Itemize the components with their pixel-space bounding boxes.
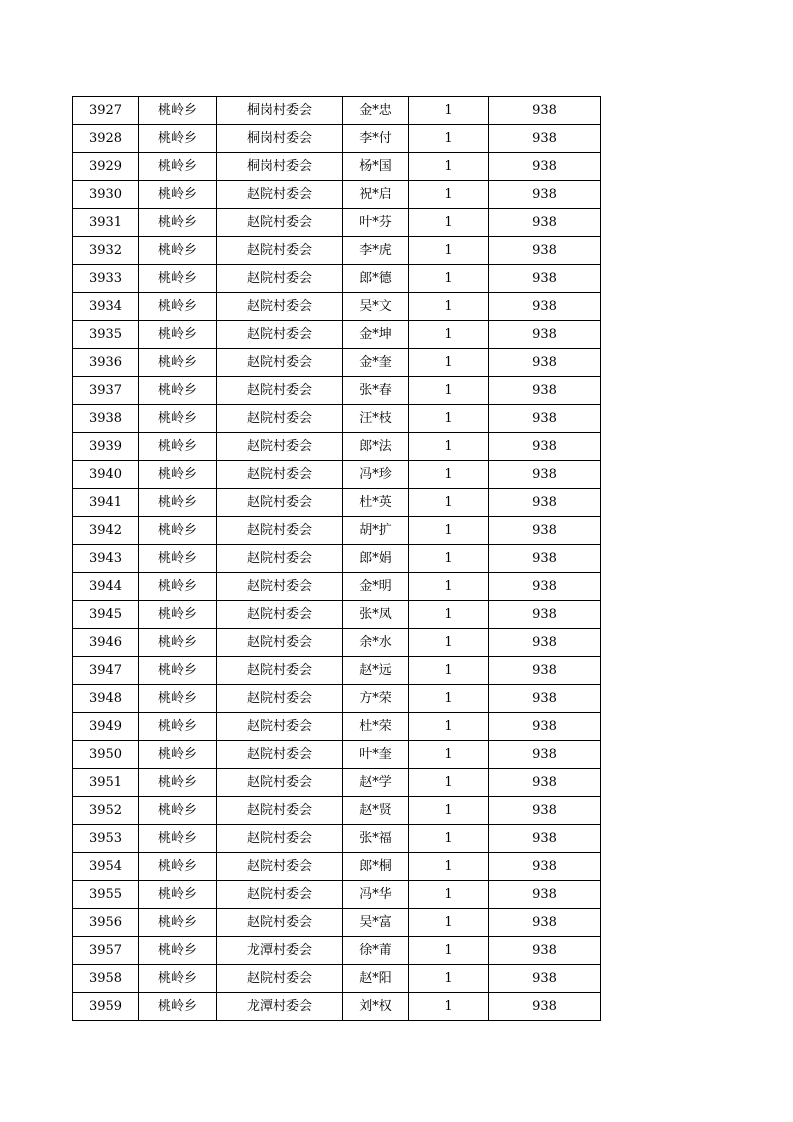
amount-cell: 938 [489,993,601,1021]
township-cell: 桃岭乡 [139,545,217,573]
village-committee-cell: 赵院村委会 [217,433,343,461]
table-row [73,965,601,993]
village-committee-cell: 桐岗村委会 [217,125,343,153]
serial-number-cell: 3935 [73,321,139,349]
count-cell: 1 [409,881,489,909]
village-committee-cell: 赵院村委会 [217,573,343,601]
count-cell: 1 [409,909,489,937]
table-row [73,265,601,293]
amount-cell: 938 [489,545,601,573]
serial-number-cell: 3953 [73,825,139,853]
table-row [73,405,601,433]
count-cell: 1 [409,601,489,629]
table-row [73,685,601,713]
name-cell: 冯*华 [343,881,409,909]
township-cell: 桃岭乡 [139,433,217,461]
village-committee-cell: 赵院村委会 [217,629,343,657]
name-cell: 刘*权 [343,993,409,1021]
township-cell: 桃岭乡 [139,153,217,181]
serial-number-cell: 3933 [73,265,139,293]
table-row [73,153,601,181]
township-cell: 桃岭乡 [139,685,217,713]
table-row [73,573,601,601]
amount-cell: 938 [489,517,601,545]
table-row [73,433,601,461]
township-cell: 桃岭乡 [139,349,217,377]
count-cell: 1 [409,237,489,265]
records-table [72,96,601,1021]
table-row [73,125,601,153]
table-row [73,209,601,237]
records-table-body [73,97,601,1021]
township-cell: 桃岭乡 [139,881,217,909]
name-cell: 叶*芬 [343,209,409,237]
count-cell: 1 [409,517,489,545]
township-cell: 桃岭乡 [139,377,217,405]
name-cell: 方*荣 [343,685,409,713]
serial-number-cell: 3949 [73,713,139,741]
township-cell: 桃岭乡 [139,825,217,853]
count-cell: 1 [409,265,489,293]
count-cell: 1 [409,377,489,405]
serial-number-cell: 3942 [73,517,139,545]
count-cell: 1 [409,153,489,181]
table-row [73,797,601,825]
name-cell: 冯*珍 [343,461,409,489]
village-committee-cell: 赵院村委会 [217,181,343,209]
name-cell: 郎*桐 [343,853,409,881]
table-row [73,853,601,881]
count-cell: 1 [409,713,489,741]
township-cell: 桃岭乡 [139,97,217,125]
serial-number-cell: 3959 [73,993,139,1021]
table-row [73,825,601,853]
village-committee-cell: 赵院村委会 [217,405,343,433]
township-cell: 桃岭乡 [139,181,217,209]
amount-cell: 938 [489,797,601,825]
table-row [73,545,601,573]
table-row [73,377,601,405]
count-cell: 1 [409,461,489,489]
name-cell: 金*奎 [343,349,409,377]
name-cell: 吴*富 [343,909,409,937]
village-committee-cell: 赵院村委会 [217,909,343,937]
village-committee-cell: 桐岗村委会 [217,153,343,181]
amount-cell: 938 [489,881,601,909]
village-committee-cell: 赵院村委会 [217,349,343,377]
table-row [73,993,601,1021]
amount-cell: 938 [489,433,601,461]
table-row [73,321,601,349]
count-cell: 1 [409,545,489,573]
serial-number-cell: 3956 [73,909,139,937]
village-committee-cell: 赵院村委会 [217,601,343,629]
count-cell: 1 [409,797,489,825]
serial-number-cell: 3934 [73,293,139,321]
village-committee-cell: 赵院村委会 [217,881,343,909]
village-committee-cell: 赵院村委会 [217,321,343,349]
amount-cell: 938 [489,937,601,965]
count-cell: 1 [409,685,489,713]
village-committee-cell: 赵院村委会 [217,657,343,685]
township-cell: 桃岭乡 [139,405,217,433]
name-cell: 胡*扩 [343,517,409,545]
name-cell: 郎*法 [343,433,409,461]
count-cell: 1 [409,769,489,797]
serial-number-cell: 3943 [73,545,139,573]
village-committee-cell: 赵院村委会 [217,237,343,265]
table-row [73,629,601,657]
serial-number-cell: 3946 [73,629,139,657]
count-cell: 1 [409,657,489,685]
amount-cell: 938 [489,461,601,489]
serial-number-cell: 3945 [73,601,139,629]
count-cell: 1 [409,321,489,349]
table-row [73,741,601,769]
township-cell: 桃岭乡 [139,237,217,265]
serial-number-cell: 3938 [73,405,139,433]
table-row [73,181,601,209]
township-cell: 桃岭乡 [139,909,217,937]
table-row [73,713,601,741]
count-cell: 1 [409,825,489,853]
village-committee-cell: 赵院村委会 [217,545,343,573]
village-committee-cell: 赵院村委会 [217,965,343,993]
township-cell: 桃岭乡 [139,461,217,489]
name-cell: 徐*莆 [343,937,409,965]
serial-number-cell: 3947 [73,657,139,685]
township-cell: 桃岭乡 [139,993,217,1021]
name-cell: 金*明 [343,573,409,601]
count-cell: 1 [409,209,489,237]
name-cell: 吴*文 [343,293,409,321]
amount-cell: 938 [489,321,601,349]
name-cell: 郎*德 [343,265,409,293]
amount-cell: 938 [489,153,601,181]
serial-number-cell: 3957 [73,937,139,965]
village-committee-cell: 赵院村委会 [217,377,343,405]
table-row [73,237,601,265]
village-committee-cell: 桐岗村委会 [217,97,343,125]
amount-cell: 938 [489,825,601,853]
table-row [73,657,601,685]
count-cell: 1 [409,405,489,433]
amount-cell: 938 [489,405,601,433]
serial-number-cell: 3950 [73,741,139,769]
table-row [73,293,601,321]
name-cell: 赵*阳 [343,965,409,993]
township-cell: 桃岭乡 [139,265,217,293]
township-cell: 桃岭乡 [139,797,217,825]
serial-number-cell: 3951 [73,769,139,797]
township-cell: 桃岭乡 [139,965,217,993]
village-committee-cell: 赵院村委会 [217,713,343,741]
serial-number-cell: 3936 [73,349,139,377]
count-cell: 1 [409,125,489,153]
serial-number-cell: 3941 [73,489,139,517]
serial-number-cell: 3927 [73,97,139,125]
table-row [73,517,601,545]
amount-cell: 938 [489,181,601,209]
serial-number-cell: 3932 [73,237,139,265]
table-row [73,349,601,377]
table-row [73,881,601,909]
name-cell: 杜*荣 [343,713,409,741]
serial-number-cell: 3954 [73,853,139,881]
name-cell: 张*春 [343,377,409,405]
name-cell: 张*凤 [343,601,409,629]
township-cell: 桃岭乡 [139,293,217,321]
serial-number-cell: 3948 [73,685,139,713]
serial-number-cell: 3958 [73,965,139,993]
amount-cell: 938 [489,237,601,265]
village-committee-cell: 赵院村委会 [217,685,343,713]
name-cell: 杨*国 [343,153,409,181]
count-cell: 1 [409,965,489,993]
village-committee-cell: 赵院村委会 [217,825,343,853]
township-cell: 桃岭乡 [139,629,217,657]
amount-cell: 938 [489,265,601,293]
village-committee-cell: 赵院村委会 [217,293,343,321]
count-cell: 1 [409,937,489,965]
township-cell: 桃岭乡 [139,713,217,741]
count-cell: 1 [409,993,489,1021]
count-cell: 1 [409,741,489,769]
amount-cell: 938 [489,853,601,881]
village-committee-cell: 赵院村委会 [217,265,343,293]
village-committee-cell: 赵院村委会 [217,769,343,797]
count-cell: 1 [409,97,489,125]
name-cell: 赵*学 [343,769,409,797]
name-cell: 祝*启 [343,181,409,209]
amount-cell: 938 [489,741,601,769]
serial-number-cell: 3928 [73,125,139,153]
village-committee-cell: 赵院村委会 [217,741,343,769]
serial-number-cell: 3940 [73,461,139,489]
township-cell: 桃岭乡 [139,209,217,237]
serial-number-cell: 3930 [73,181,139,209]
name-cell: 叶*奎 [343,741,409,769]
village-committee-cell: 赵院村委会 [217,853,343,881]
table-row [73,97,601,125]
amount-cell: 938 [489,629,601,657]
name-cell: 李*付 [343,125,409,153]
amount-cell: 938 [489,965,601,993]
village-committee-cell: 龙潭村委会 [217,937,343,965]
amount-cell: 938 [489,125,601,153]
name-cell: 赵*远 [343,657,409,685]
name-cell: 杜*英 [343,489,409,517]
amount-cell: 938 [489,713,601,741]
village-committee-cell: 赵院村委会 [217,461,343,489]
amount-cell: 938 [489,293,601,321]
count-cell: 1 [409,433,489,461]
table-row [73,601,601,629]
name-cell: 郎*娟 [343,545,409,573]
amount-cell: 938 [489,349,601,377]
serial-number-cell: 3937 [73,377,139,405]
serial-number-cell: 3955 [73,881,139,909]
amount-cell: 938 [489,769,601,797]
village-committee-cell: 赵院村委会 [217,209,343,237]
amount-cell: 938 [489,601,601,629]
amount-cell: 938 [489,489,601,517]
name-cell: 汪*枝 [343,405,409,433]
amount-cell: 938 [489,657,601,685]
count-cell: 1 [409,573,489,601]
table-row [73,769,601,797]
village-committee-cell: 龙潭村委会 [217,993,343,1021]
amount-cell: 938 [489,573,601,601]
village-committee-cell: 赵院村委会 [217,489,343,517]
township-cell: 桃岭乡 [139,517,217,545]
name-cell: 赵*贤 [343,797,409,825]
count-cell: 1 [409,349,489,377]
township-cell: 桃岭乡 [139,741,217,769]
serial-number-cell: 3929 [73,153,139,181]
village-committee-cell: 赵院村委会 [217,797,343,825]
village-committee-cell: 赵院村委会 [217,517,343,545]
township-cell: 桃岭乡 [139,937,217,965]
name-cell: 张*福 [343,825,409,853]
table-row [73,909,601,937]
township-cell: 桃岭乡 [139,853,217,881]
count-cell: 1 [409,293,489,321]
count-cell: 1 [409,489,489,517]
township-cell: 桃岭乡 [139,573,217,601]
serial-number-cell: 3952 [73,797,139,825]
name-cell: 李*虎 [343,237,409,265]
amount-cell: 938 [489,377,601,405]
count-cell: 1 [409,181,489,209]
township-cell: 桃岭乡 [139,769,217,797]
table-row [73,489,601,517]
amount-cell: 938 [489,97,601,125]
township-cell: 桃岭乡 [139,321,217,349]
amount-cell: 938 [489,209,601,237]
township-cell: 桃岭乡 [139,601,217,629]
name-cell: 金*忠 [343,97,409,125]
table-row [73,937,601,965]
count-cell: 1 [409,853,489,881]
name-cell: 余*水 [343,629,409,657]
count-cell: 1 [409,629,489,657]
township-cell: 桃岭乡 [139,489,217,517]
serial-number-cell: 3939 [73,433,139,461]
township-cell: 桃岭乡 [139,125,217,153]
amount-cell: 938 [489,685,601,713]
name-cell: 金*坤 [343,321,409,349]
serial-number-cell: 3944 [73,573,139,601]
amount-cell: 938 [489,909,601,937]
township-cell: 桃岭乡 [139,657,217,685]
table-row [73,461,601,489]
serial-number-cell: 3931 [73,209,139,237]
